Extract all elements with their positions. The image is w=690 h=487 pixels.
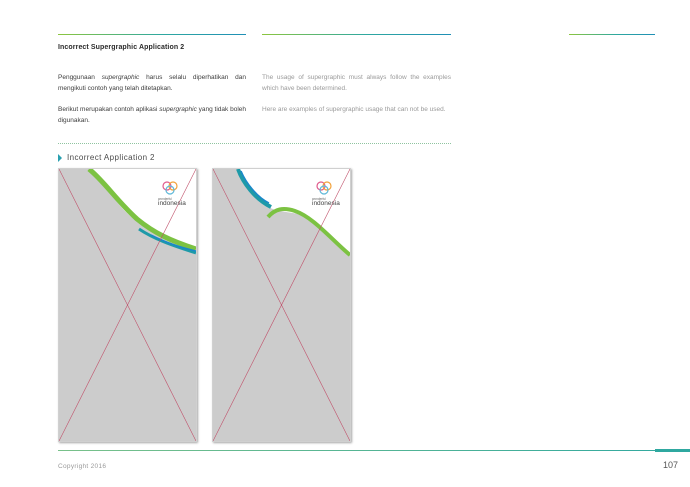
section-title: Incorrect Supergraphic Application 2 [58, 44, 185, 51]
panel-1-logo-tagline: wonderful [158, 197, 172, 201]
paragraph-id-1-part-a: Penggunaan [58, 74, 102, 81]
copyright-text: Copyright 2016 [58, 463, 107, 470]
paragraph-en-1: The usage of supergraphic must always follow the examples which have been determined. [262, 74, 451, 92]
panel-1-logo-brand: indonesia [158, 200, 186, 207]
paragraph-id-2-emphasis: supergraphic [159, 106, 197, 113]
panel-2-logo-tagline: wonderful [312, 197, 326, 201]
paragraph-id-2 [58, 105, 246, 126]
dotted-divider [58, 143, 451, 144]
page-number: 107 [662, 460, 678, 470]
panel-1-logo-mark [163, 182, 177, 194]
paragraph-id-2-part-c: yang tidak boleh digunakan. [58, 106, 246, 124]
example-panel-1-graphic [59, 169, 196, 441]
paragraph-en-2: Here are examples of supergraphic usage that can not be used. [262, 106, 446, 113]
triangle-bullet-icon [58, 154, 62, 162]
example-panel-1 [58, 168, 197, 442]
top-rule-middle [262, 34, 451, 35]
subsection-label: Incorrect Application 2 [67, 153, 155, 162]
paragraph-id-1-emphasis: supergraphic [101, 74, 140, 81]
paragraph-id-1 [58, 73, 246, 94]
footer-accent-bar [655, 449, 690, 452]
footer-rule [58, 450, 690, 451]
paragraph-id-1-part-c: harus selalu diperhatikan dan mengikuti contoh yang telah ditetapkan. [58, 74, 246, 92]
top-rule-right [569, 34, 655, 35]
example-panel-2-graphic [213, 169, 350, 441]
subsection-heading [58, 153, 155, 162]
paragraph-id-2-part-a: Berikut merupakan contoh aplikasi [58, 106, 160, 113]
top-rule-left [58, 34, 246, 35]
panel-2-logo-brand: indonesia [312, 200, 340, 207]
example-panel-2 [212, 168, 351, 442]
panel-2-logo-mark [317, 182, 331, 194]
